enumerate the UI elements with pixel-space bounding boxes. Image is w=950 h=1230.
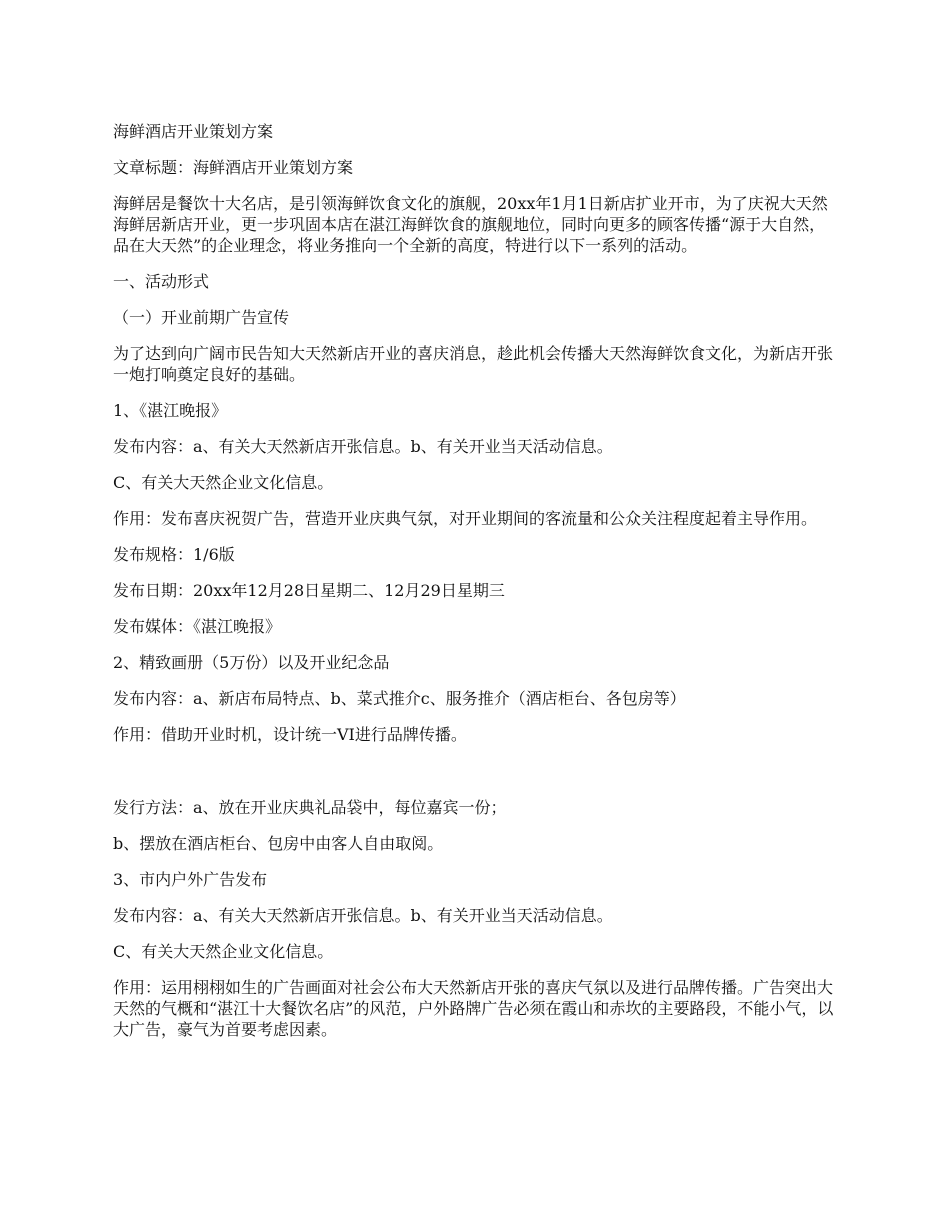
- item-1-title: 1、《湛江晚报》: [113, 401, 228, 420]
- item-1-content: 发布内容：a、有关大天然新店开张信息。b、有关开业当天活动信息。: [113, 437, 613, 456]
- item-2-title: 2、精致画册（5万份）以及开业纪念品: [113, 653, 390, 672]
- intro-paragraph: 海鲜居是餐饮十大名店，是引领海鲜饮食文化的旗舰，20xx年1月1日新店扩业开市，为了庆祝大天然海鲜居新店开业，更一步巩固本店在湛江海鲜饮食的旗舰地位，同时向更多的顾客传播“源于大自然，品在大天然”的企业理念，将业务推向一个全新的高度，特进行以下一系列的活动。: [113, 194, 828, 255]
- item-1-media: 发布媒体：《湛江晚报》: [113, 617, 282, 636]
- blank-line: [113, 760, 838, 797]
- item-3-effect: 作用：运用栩栩如生的广告画面对社会公布大天然新店开张的喜庆气氛以及进行品牌传播。广告突出大天然的气概和“湛江十大餐饮名店”的风范，户外路牌广告必须在霞山和赤坎的主要路段，不能小气，以大广告，豪气为首要考虑因素。: [113, 978, 834, 1039]
- item-1-effect: 作用：发布喜庆祝贺广告，营造开业庆典气氛，对开业期间的客流量和公众关注程度起着主导作用。: [113, 509, 818, 528]
- item-1-content-c: C、有关大天然企业文化信息。: [113, 473, 334, 492]
- subsection-heading-1: （一）开业前期广告宣传: [113, 308, 290, 327]
- item-3-content-c: C、有关大天然企业文化信息。: [113, 942, 334, 961]
- item-3-content: 发布内容：a、有关大天然新店开张信息。b、有关开业当天活动信息。: [113, 906, 613, 925]
- item-2-content: 发布内容：a、新店布局特点、b、菜式推介c、服务推介（酒店柜台、各包房等）: [113, 689, 686, 708]
- article-title: 文章标题：海鲜酒店开业策划方案: [113, 158, 354, 177]
- item-2-effect: 作用：借助开业时机，设计统一VI进行品牌传播。: [113, 725, 467, 744]
- document-title: 海鲜酒店开业策划方案: [113, 122, 274, 141]
- item-1-date: 发布日期：20xx年12月28日星期二、12月29日星期三: [113, 581, 505, 600]
- item-3-title: 3、市内户外广告发布: [113, 870, 268, 889]
- section-heading-1: 一、活动形式: [113, 272, 210, 291]
- document-page: [113, 121, 838, 1055]
- item-2-method: 发行方法：a、放在开业庆典礼品袋中，每位嘉宾一份；: [113, 798, 507, 817]
- item-1-spec: 发布规格：1/6版: [113, 545, 235, 564]
- item-2-method-b: b、摆放在酒店柜台、包房中由客人自由取阅。: [113, 834, 444, 853]
- subsection-1-intro: 为了达到向广阔市民告知大天然新店开业的喜庆消息，趁此机会传播大天然海鲜饮食文化，为新店开张一炮打响奠定良好的基础。: [113, 344, 834, 384]
